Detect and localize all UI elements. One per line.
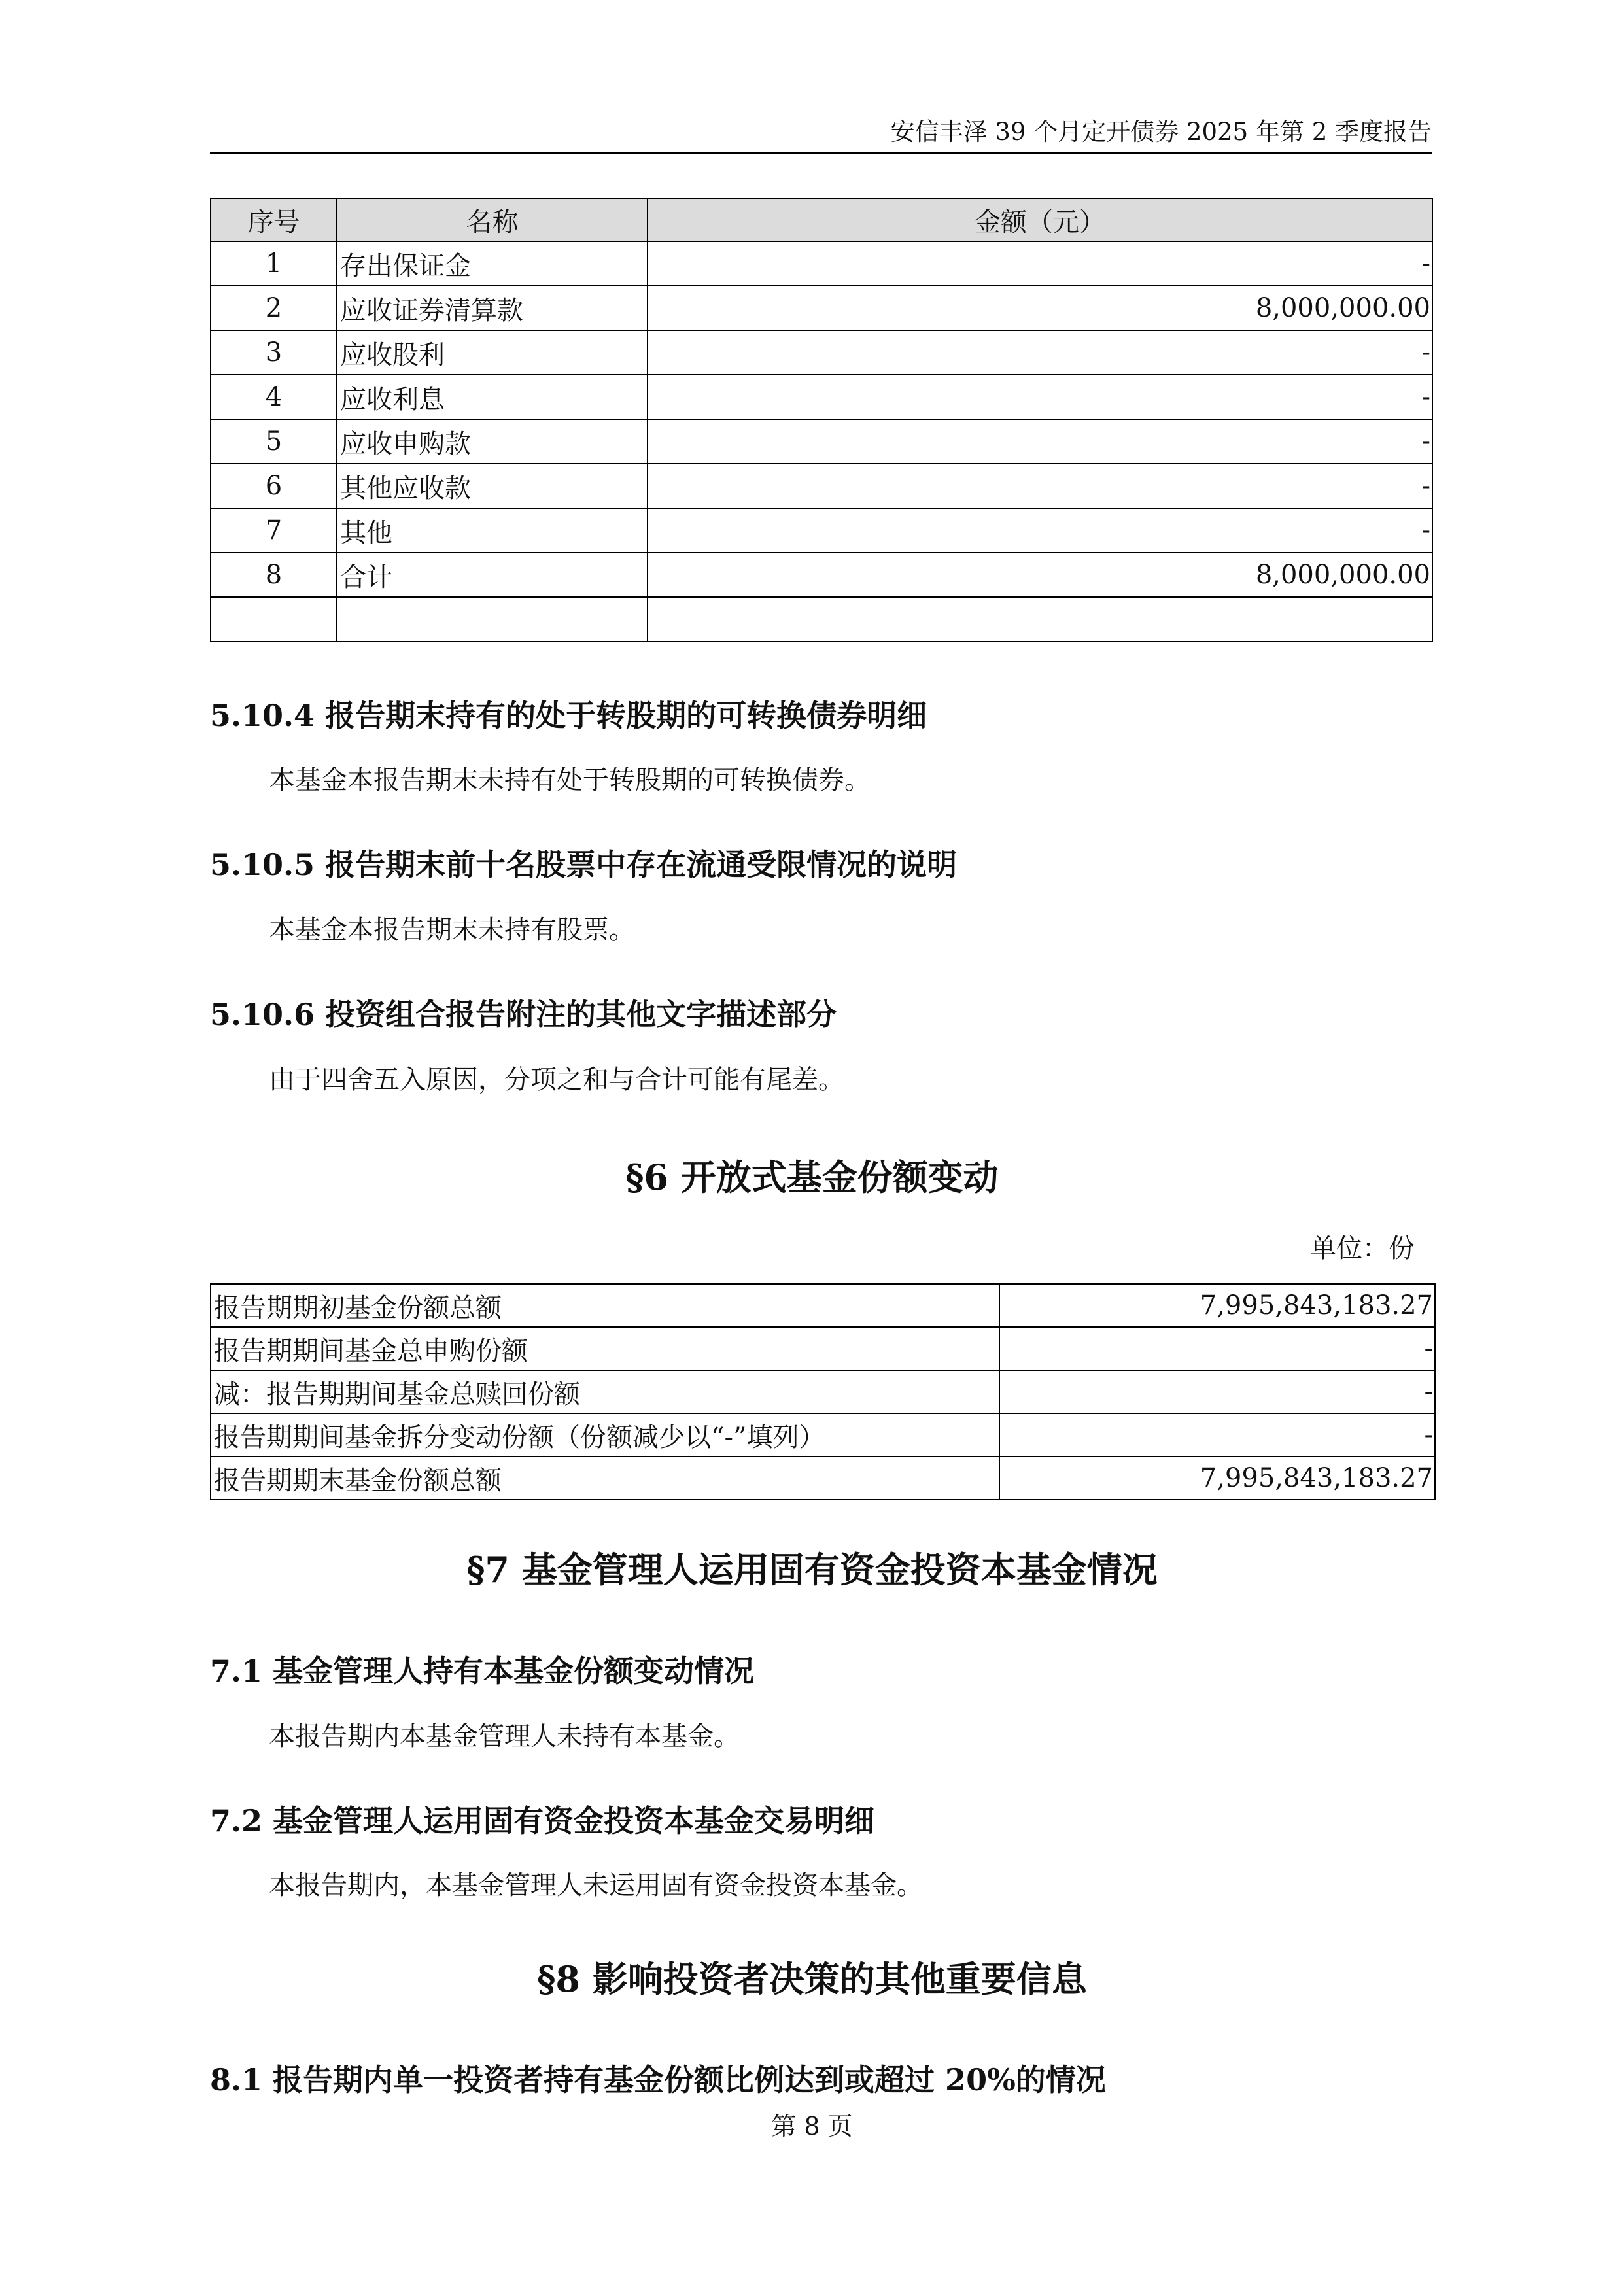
row-amount: -	[648, 375, 1432, 419]
row-amount: -	[648, 241, 1432, 286]
table-row	[211, 286, 1432, 330]
table-row	[211, 419, 1432, 464]
row-label: 报告期期间基金总申购份额	[211, 1327, 999, 1370]
row-label: 报告期期间基金拆分变动份额（份额减少以“-”填列）	[211, 1413, 999, 1457]
row-no: 4	[211, 375, 337, 419]
receivables-table	[210, 198, 1433, 642]
row-value: -	[999, 1413, 1435, 1457]
chapter-heading-6: §6 开放式基金份额变动	[625, 1156, 999, 1198]
empty-cell	[337, 597, 648, 642]
table-row	[211, 375, 1432, 419]
table-row	[211, 553, 1432, 597]
column-header-name: 名称	[337, 198, 648, 241]
table-row	[211, 508, 1432, 553]
row-name: 存出保证金	[337, 241, 648, 286]
page-number: 第 8 页	[771, 2112, 853, 2141]
section-text-5-10-6: 由于四舍五入原因，分项之和与合计可能有尾差。	[269, 1065, 844, 1095]
empty-cell	[648, 597, 1432, 642]
row-name: 合计	[337, 553, 648, 597]
row-amount: -	[648, 330, 1432, 375]
row-no: 7	[211, 508, 337, 553]
row-no: 2	[211, 286, 337, 330]
fund-shares-table	[210, 1283, 1436, 1500]
row-label: 减：报告期期间基金总赎回份额	[211, 1370, 999, 1413]
row-name: 应收股利	[337, 330, 648, 375]
section-heading-5-10-4: 5.10.4 报告期末持有的处于转股期的可转换债券明细	[210, 698, 927, 733]
row-amount: -	[648, 464, 1432, 508]
column-header-amount: 金额（元）	[648, 198, 1432, 241]
row-value: -	[999, 1370, 1435, 1413]
row-name: 应收申购款	[337, 419, 648, 464]
row-value: 7,995,843,183.27	[999, 1284, 1435, 1327]
table-row	[211, 1284, 1435, 1327]
section-text-5-10-5: 本基金本报告期末未持有股票。	[269, 915, 635, 945]
row-value: 7,995,843,183.27	[999, 1457, 1435, 1500]
table-row	[211, 464, 1432, 508]
table-row	[211, 1370, 1435, 1413]
unit-label: 单位：份	[1310, 1234, 1415, 1264]
section-text-7-1: 本报告期内本基金管理人未持有本基金。	[269, 1721, 740, 1751]
report-title: 安信丰泽 39 个月定开债券 2025 年第 2 季度报告	[890, 118, 1432, 146]
section-text-5-10-4: 本基金本报告期末未持有处于转股期的可转换债券。	[269, 765, 871, 795]
empty-cell	[211, 597, 337, 642]
row-no: 5	[211, 419, 337, 464]
section-heading-7-2: 7.2 基金管理人运用固有资金投资本基金交易明细	[210, 1803, 875, 1838]
chapter-heading-8: §8 影响投资者决策的其他重要信息	[537, 1958, 1087, 2000]
row-no: 8	[211, 553, 337, 597]
row-amount: 8,000,000.00	[648, 286, 1432, 330]
section-heading-7-1: 7.1 基金管理人持有本基金份额变动情况	[210, 1653, 755, 1689]
section-heading-5-10-6: 5.10.6 投资组合报告附注的其他文字描述部分	[210, 997, 837, 1032]
row-name: 其他应收款	[337, 464, 648, 508]
table-header-row	[211, 198, 1432, 241]
table-row	[211, 1457, 1435, 1500]
row-name: 应收利息	[337, 375, 648, 419]
table-row	[211, 241, 1432, 286]
page-header	[210, 118, 1432, 154]
row-no: 3	[211, 330, 337, 375]
section-text-7-2: 本报告期内，本基金管理人未运用固有资金投资本基金。	[269, 1871, 923, 1901]
row-amount: -	[648, 508, 1432, 553]
table-row-empty	[211, 597, 1432, 642]
row-label: 报告期期末基金份额总额	[211, 1457, 999, 1500]
table-row	[211, 330, 1432, 375]
table-row	[211, 1327, 1435, 1370]
row-name: 其他	[337, 508, 648, 553]
row-label: 报告期期初基金份额总额	[211, 1284, 999, 1327]
section-heading-5-10-5: 5.10.5 报告期末前十名股票中存在流通受限情况的说明	[210, 847, 958, 882]
row-no: 1	[211, 241, 337, 286]
row-no: 6	[211, 464, 337, 508]
table-row	[211, 1413, 1435, 1457]
row-amount: -	[648, 419, 1432, 464]
row-amount: 8,000,000.00	[648, 553, 1432, 597]
chapter-heading-7: §7 基金管理人运用固有资金投资本基金情况	[466, 1549, 1158, 1591]
row-value: -	[999, 1327, 1435, 1370]
section-heading-8-1: 8.1 报告期内单一投资者持有基金份额比例达到或超过 20%的情况	[210, 2062, 1106, 2097]
column-header-no: 序号	[211, 198, 337, 241]
row-name: 应收证券清算款	[337, 286, 648, 330]
